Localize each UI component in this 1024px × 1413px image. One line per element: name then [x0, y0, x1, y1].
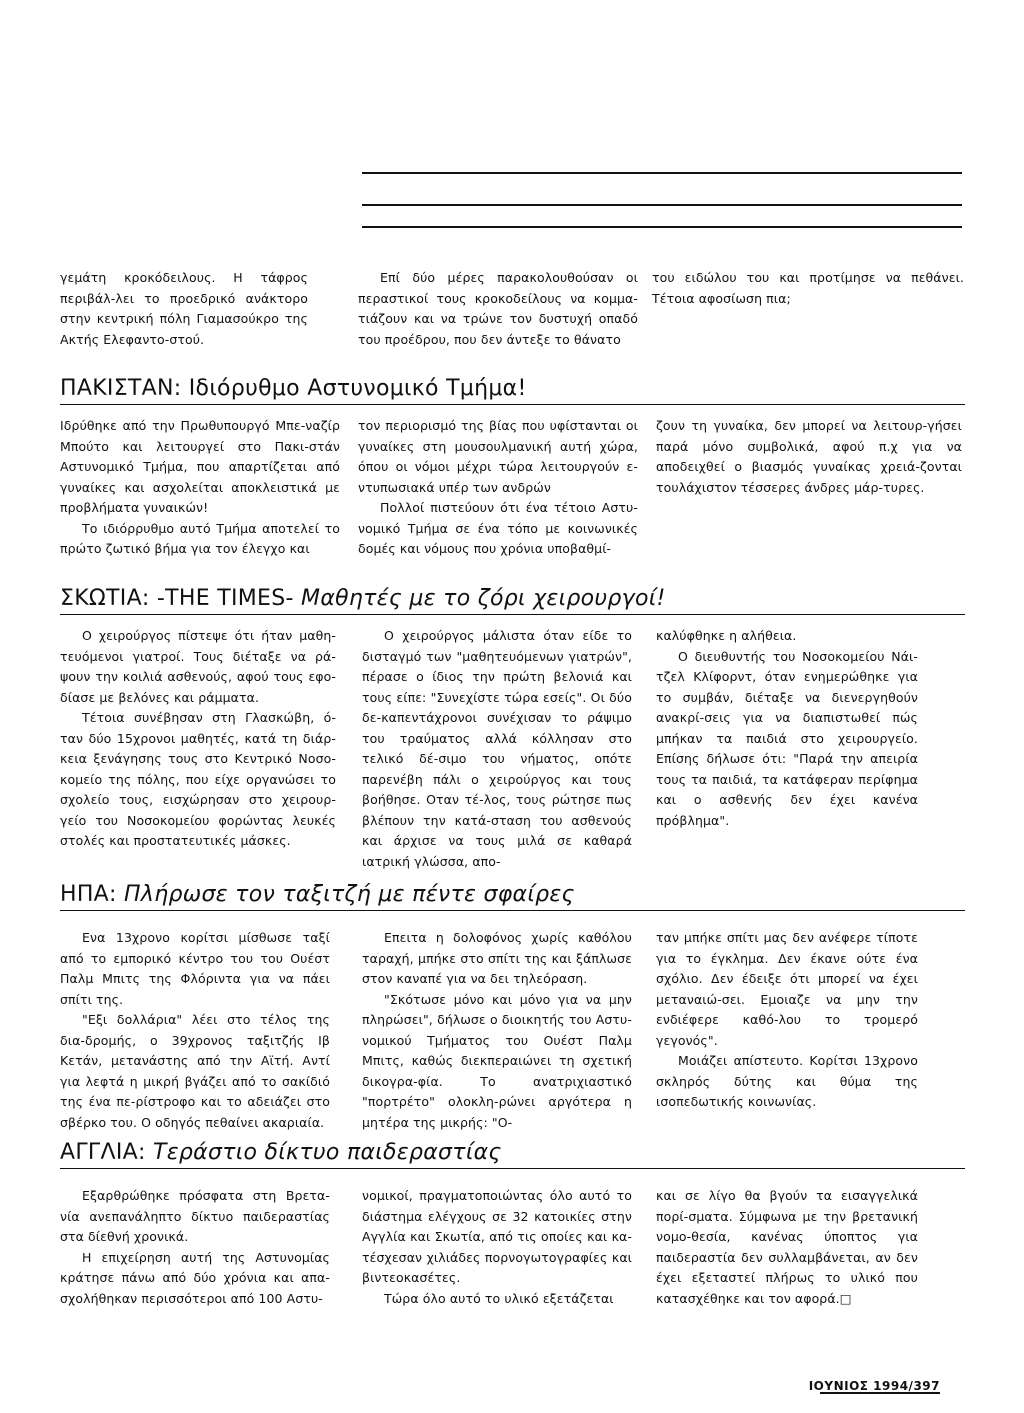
paragraph: Ο διευθυντής του Νοσοκομείου Νάι-τζελ Κλίφορντ, όταν ενημερώθηκε για το συμβάν, διέταξε να διενεργηθούν ανακρί-σεις για να διαπιστωθεί πώς μπήκαν τα παιδιά στο χειρουργείο. Επίσης δήλωσε ότι: "Παρά την απειρία τους τα παιδιά, τα κατάφεραν περίφημα και ο ασθενής δεν έχει κανένα πρόβλημα". [656, 648, 918, 828]
paragraph: Επί δύο μέρες παρακολουθούσαν οι περαστικοί τους κροκοδείλους να κομμα-τιάζουν και να τρώνε τον δυστυχή οπαδό του προέδρου, που δεν άντεξε το θάνατο [358, 270, 638, 347]
paragraph: Ο χειρούργος πίστεψε ότι ήταν μαθη-τευόμενοι γιατροί. Τους διέταξε να ρά-ψουν την κοιλιά ασθενούς, αφού τους εφο-δίασε με βελόνες και ράμματα. [60, 628, 336, 705]
paragraph: Ιδρύθηκε από την Πρωθυπουργό Μπε-ναζίρ Μπούτο και λειτουργεί στο Πακι-στάν Αστυνομικό Τμήμα, που απαρτίζεται από γυναίκες και ασχολείται αποκλειστικά με προβλήματα γυναικών! [60, 418, 340, 515]
top-rule-3 [362, 226, 962, 228]
paragraph: Ο χειρούργος μάλιστα όταν είδε το δισταγμό των "μαθητευόμενων γιατρών", πέρασε ο ίδιος την πρώτη βελονιά και τους είπε: "Συνεχίστε τώρα εσείς". Οι δύο δε-καπεντάχρονοι συνέχισαν το ράψιμο του τραύματος αλλά κόλλησαν στο τελικό δέ-σιμο του νήματος, οπότε παρενέβη πάλι ο χειρούργος και τους βοήθησε. Οταν τέ-λος, τους ρώτησε πως βλέπουν την κατά-σταση του ασθενούς και άρχισε να τους μιλά σε καθαρά ιατρική γλώσσα, απο- [362, 628, 632, 869]
headline-topic: Πλήρωσε τον ταξιτζή με πέντε σφαίρες [124, 882, 575, 907]
top-rule-2 [362, 204, 962, 206]
england-col-1 [60, 1186, 330, 1309]
scotland-col-1 [60, 626, 336, 852]
paragraph: Ενα 13χρονο κορίτσι μίσθωσε ταξί από το εμπορικό κέντρο του του Ουέστ Παλμ Μπιτς της Φλόριντα για να πάει σπίτι της. [60, 930, 330, 1007]
top-col-1 [60, 268, 308, 350]
usa-col-3 [656, 928, 918, 1113]
headline-topic: Μαθητές με το ζόρι χειρουργοί! [301, 586, 666, 611]
page-footer: ΙΟΥΝΙΟΣ 1994/397 [808, 1379, 940, 1393]
paragraph: Επειτα η δολοφόνος χωρίς καθόλου ταραχή, μπήκε στο σπίτι της και ξάπλωσε στον καναπέ για να δει τηλεόραση. [362, 930, 632, 986]
headline-country: ΣΚΩΤΙΑ: -ΤΗΕ TIMES- [60, 586, 294, 611]
headline-england [60, 1140, 502, 1166]
paragraph: Το ιδιόρρυθμο αυτό Τμήμα αποτελεί το πρώτο ζωτικό βήμα για τον έλεγχο και [60, 520, 340, 556]
headline-underline [60, 614, 965, 615]
paragraph: γεμάτη κροκόδειλους. Η τάφρος περιβάλ-λει το προεδρικό ανάκτορο στην κεντρική πόλη Γιαμασούκρο της Ακτής Ελεφαντο-στού. [60, 270, 308, 347]
paragraph: του ειδώλου του και προτίμησε να πεθάνει. Τέτοια αφοσίωση πια; [652, 270, 964, 306]
paragraph: ζουν τη γυναίκα, δεν μπορεί να λειτουρ-γήσει παρά μόνο συμβολικά, αφού π.χ για να αποδειχθεί ο βιασμός γυναίκας χρειά-ζονται τουλάχιστον τέσσερες άνδρες μάρ-τυρες. [656, 418, 962, 495]
headline-country: ΠΑΚΙΣΤΑΝ: [60, 376, 182, 401]
england-col-2 [362, 1186, 632, 1309]
usa-col-1 [60, 928, 330, 1133]
paragraph: και σε λίγο θα βγούν τα εισαγγελικά πορί-σματα. Σύμφωνα με την βρετανική νομο-θεσία, κανένας ύποπτος για παιδεραστία δεν συλλαμβάνεται, αν δεν έχει εξεταστεί πλήρως το υλικό που κατασχέθηκε και τον αφορά.□ [656, 1188, 918, 1306]
paragraph: καλύφθηκε η αλήθεια. [656, 628, 797, 643]
paragraph: ταν μπήκε σπίτι μας δεν ανέφερε τίποτε για το έγκλημα. Δεν έκανε ούτε ένα σχόλιο. Δεν έδειξε ότι μπορεί να έχει μεταναιώ-σει. Εμοιαζε να μην την ενδιέφερε καθό-λου το τρομερό γεγονός". [656, 930, 918, 1048]
top-rule-1 [362, 172, 962, 174]
pakistan-col-2 [358, 416, 638, 560]
headline-underline [60, 910, 965, 911]
paragraph: "Σκότωσε μόνο και μόνο για να μην πληρώσει", δήλωσε ο διοικητής του Αστυ-νομικού Τμήματος του Ουέστ Παλμ Μπιτς, καθώς διεκπεραιώνει τη σχετική δικογρα-φία. Το ανατριχιαστικό "πορτρέτο" ολοκλη-ρώνει αργότερα η μητέρα της μικρής: "Ο- [362, 991, 632, 1130]
paragraph: Τέτοια συνέβησαν στη Γλασκώβη, ό-ταν δύο 15χρονοι μαθητές, κατά τη διάρ-κεια ξενάγησης τους στο Κεντρικό Νοσο-κομείο της πόλης, που είχε οργανώσει το σχολείο τους, εισχώρησαν στο χειρουρ-γείο του Νοσοκομείου φορώντας λευκές στολές και προστατευτικές μάσκες. [60, 710, 336, 848]
headline-underline [60, 404, 965, 405]
headline-underline [60, 1168, 965, 1169]
paragraph: Πολλοί πιστεύουν ότι ένα τέτοιο Αστυ-νομικό Τμήμα σε ένα τόπο με κοινωνικές δομές και νόμους που χρόνια υποβαθμί- [358, 500, 638, 556]
pakistan-col-1 [60, 416, 340, 560]
paragraph: τον περιορισμό της βίας που υφίστανται οι γυναίκες στη μουσουλμανική αυτή χώρα, όπου οι νόμοι μέχρι τώρα λειτουργούν ε-ντυπωσιακά υπέρ των ανδρών [358, 418, 638, 495]
paragraph: "Εξι δολλάρια" λέει στο τέλος της δια-δρομής, ο 39χρονος ταξιτζής Ιβ Κετάν, μετανάστης από την Αϊτή. Αντί για λεφτά η μικρή βγάζει από το σακίδιό της ένα πε-ρίστροφο και το αδειάζει στο σβέρκο του. Ο οδηγός πεθαίνει ακαριαία. [60, 1012, 330, 1130]
paragraph: Η επιχείρηση αυτή της Αστυνομίας κράτησε πάνω από δύο χρόνια και απα-σχολήθηκαν περισσότεροι από 100 Αστυ- [60, 1249, 330, 1306]
paragraph: Εξαρθρώθηκε πρόσφατα στη Βρετα-νία ανεπανάληπτο δίκτυο παιδεραστίας στα δίεθνή χρονικά. [60, 1188, 330, 1244]
top-col-3 [652, 268, 964, 309]
paragraph: Μοιάζει απίστευτο. Κορίτσι 13χρονο σκληρός δύτης και θύμα της ισοπεδωτικής κοινωνίας. [656, 1053, 918, 1109]
paragraph: νομικοί, πραγματοποιώντας όλο αυτό το διάστημα ελέγχους σε 32 κατοικίες στην Αγγλία και Σκωτία, από τις οποίες και κα-τέσχεσαν χιλιάδες πορνογωτογραφίες και βιντεοκασέτες. [362, 1188, 632, 1285]
top-col-2 [358, 268, 638, 350]
headline-topic: Τεράστιο δίκτυο παιδεραστίας [152, 1140, 502, 1165]
headline-scotland [60, 586, 666, 612]
headline-usa [60, 882, 575, 908]
scotland-col-3 [656, 626, 918, 831]
headline-topic: Ιδιόρυθμο Αστυνομικό Τμήμα! [188, 376, 527, 401]
headline-pakistan [60, 376, 527, 402]
headline-country: ΑΓΓΛΙΑ: [60, 1140, 146, 1165]
headline-country: ΗΠΑ: [60, 882, 117, 907]
pakistan-col-3 [656, 416, 962, 498]
usa-col-2 [362, 928, 632, 1133]
paragraph: Τώρα όλο αυτό το υλικό εξετάζεται [384, 1290, 614, 1306]
scotland-col-2 [362, 626, 632, 872]
england-col-3 [656, 1186, 918, 1309]
